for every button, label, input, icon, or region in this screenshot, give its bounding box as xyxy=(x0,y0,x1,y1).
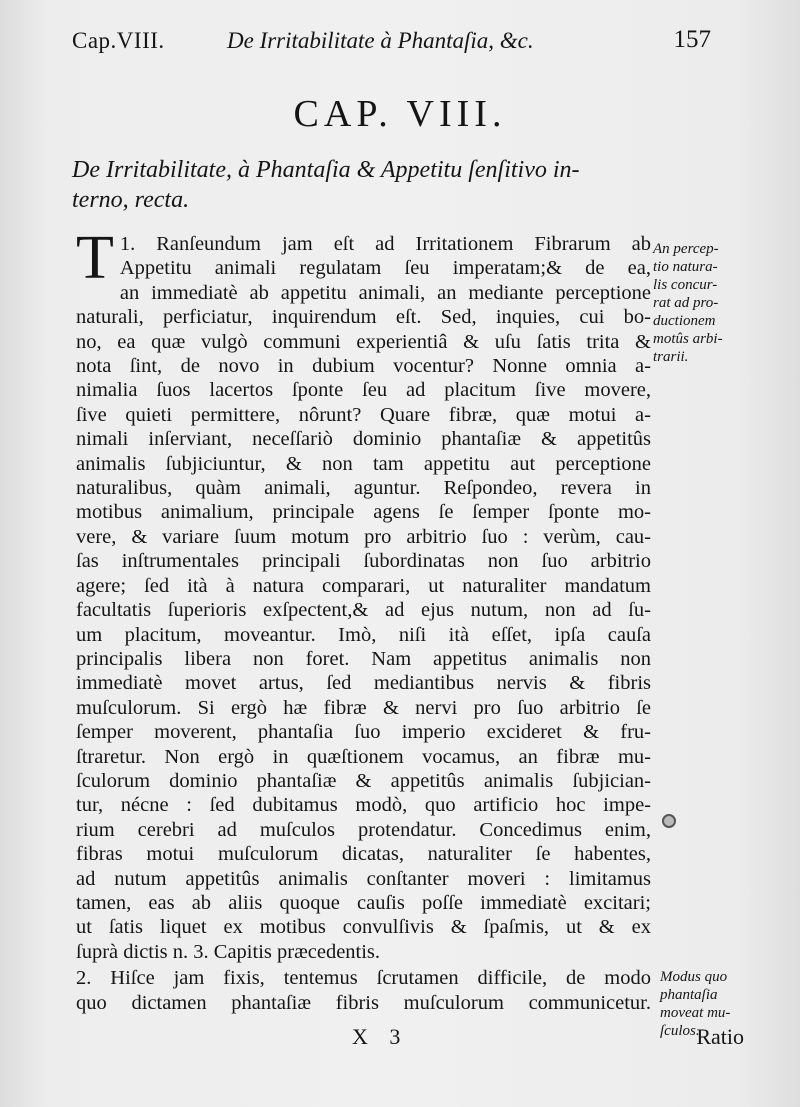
text-line: naturali, perficiatur, inquirendum eſt. Sed, inquies, cui bo- xyxy=(76,306,651,329)
margin-note-line: moveat mu- xyxy=(660,1005,731,1021)
text-line: tamen, eas ab aliis quoque cauſis poſſe immediatè excitari; xyxy=(76,891,651,914)
margin-note-line: ſculos. xyxy=(660,1023,700,1039)
text-line: quo dictamen phantaſiæ fibris muſculorum communicetur. xyxy=(76,991,651,1014)
margin-note-line: motûs arbi- xyxy=(653,331,723,347)
text-line: ut ſatis liquet ex motibus convulſivis & ſpaſmis, ut & ex xyxy=(76,916,651,939)
text-line: naturalibus, quàm animali, aguntur. Reſpondeo, revera in xyxy=(76,477,651,500)
margin-note-perception xyxy=(653,240,743,366)
drop-cap: T xyxy=(76,224,114,292)
text-line: tur, nécne : ſed dubitamus modò, quo artificio hoc impe- xyxy=(76,794,651,817)
margin-note-line: rat ad pro- xyxy=(653,295,719,311)
text-line: nimalia ſuos lacertos ſponte ſeu ad placitum ſive movere, xyxy=(76,379,651,402)
text-line: animalis ſubjiciuntur, & non tam appetitu aut perceptione xyxy=(76,452,651,475)
signature-mark: X 3 xyxy=(352,1024,409,1049)
paragraph-1 xyxy=(76,224,651,964)
text-line: an immediatè ab appetitu animali, an mediante perceptione xyxy=(119,281,651,304)
text-line: muſculorum. Si ergò hæ fibræ & nervi pro ſuo arbitrio ſe xyxy=(76,696,651,719)
margin-note-line: ductionem xyxy=(653,313,716,329)
text-line: fibras motui muſculorum dicatas, naturaliter ſe habentes, xyxy=(76,843,651,866)
text-line: immediatè movet artus, ſed mediantibus nervis & fibris xyxy=(76,672,651,695)
text-line: nota ſint, de novo in dubium vocentur? Nonne omnia a- xyxy=(76,355,651,378)
text-line: ſemper moverent, phantaſia ſuo imperio excideret & fru- xyxy=(76,721,651,744)
text-line: 1. Ranſeundum jam eſt ad Irritationem Fibrarum ab xyxy=(119,233,651,255)
text-line: ſive quieti permittere, nôrunt? Quare fibræ, quæ motui a- xyxy=(76,403,651,426)
text-line: motibus animalium, principale agens ſe ſemper ſponte mo- xyxy=(76,501,651,524)
text-line: facultatis ſuperioris exſpectent,& ad ejus nutum, non ad ſu- xyxy=(76,599,651,622)
running-header xyxy=(72,24,710,60)
text-line: vere, & variare ſuum motum pro arbitrio ſuo : verùm, cau- xyxy=(76,525,651,548)
text-line: nimali inſerviant, neceſſariò dominio phantaſiæ & appetitûs xyxy=(76,428,651,451)
text-line: ad nutum appetitûs animalis conſtanter moveri : limitamus xyxy=(76,867,651,890)
paper-hole xyxy=(662,814,676,828)
margin-note-line: trarii. xyxy=(653,349,689,365)
text-line: ſuprà dictis n. 3. Capitis præcedentis. xyxy=(76,940,381,963)
text-line: ſculorum dominio phantaſiæ & appetitûs animalis ſubjician- xyxy=(76,769,651,792)
subtitle-line: De Irritabilitate, à Phantaſia & Appetitu ſenſitivo in- xyxy=(72,157,580,183)
margin-note-line: tio natura- xyxy=(653,259,718,275)
text-line: no, ea quæ vulgò communi experientiâ & uſu ſatis trita & xyxy=(76,330,651,353)
text-line: Appetitu animali regulatam ſeu imperatam;& de ea, xyxy=(119,257,651,280)
text-line: agere; ſed ità à natura comparari, ut naturaliter mandatum xyxy=(76,574,651,597)
text-line: 2. Hiſce jam fixis, tentemus ſcrutamen difficile, de modo xyxy=(76,967,651,990)
text-line: rium cerebri ad muſculos protendatur. Concedimus enim, xyxy=(76,818,651,841)
page-footer xyxy=(72,1024,744,1054)
header-chapter-label: Cap.VIII. xyxy=(72,28,165,53)
text-line: um placitum, moveantur. Imò, niſi ità eſſet, ipſa cauſa xyxy=(76,623,651,646)
margin-note-line: Modus quo xyxy=(660,969,728,985)
page-number: 157 xyxy=(673,26,711,53)
subtitle-line: terno, recta. xyxy=(72,187,190,213)
text-line: ſas inſtrumentales principali ſubordinatas non ſuo arbitrio xyxy=(76,550,651,573)
header-running-title: De Irritabilitate à Phantaſia, &c. xyxy=(227,28,534,53)
margin-note-line: phantaſia xyxy=(660,987,718,1003)
chapter-title: CAP. VIII. xyxy=(293,93,507,135)
body-text xyxy=(76,224,651,1015)
paragraph-2 xyxy=(76,966,651,1015)
catchword: Ratio xyxy=(696,1024,744,1049)
margin-note-line: An percep- xyxy=(653,241,719,257)
margin-note-line: lis concur- xyxy=(653,277,718,293)
chapter-subtitle xyxy=(72,155,672,215)
text-line: ſtraretur. Non ergò in quæſtionem vocamus, an fibræ mu- xyxy=(76,745,651,768)
text-line: principalis libera non foret. Nam appetitus animalis non xyxy=(76,647,651,670)
